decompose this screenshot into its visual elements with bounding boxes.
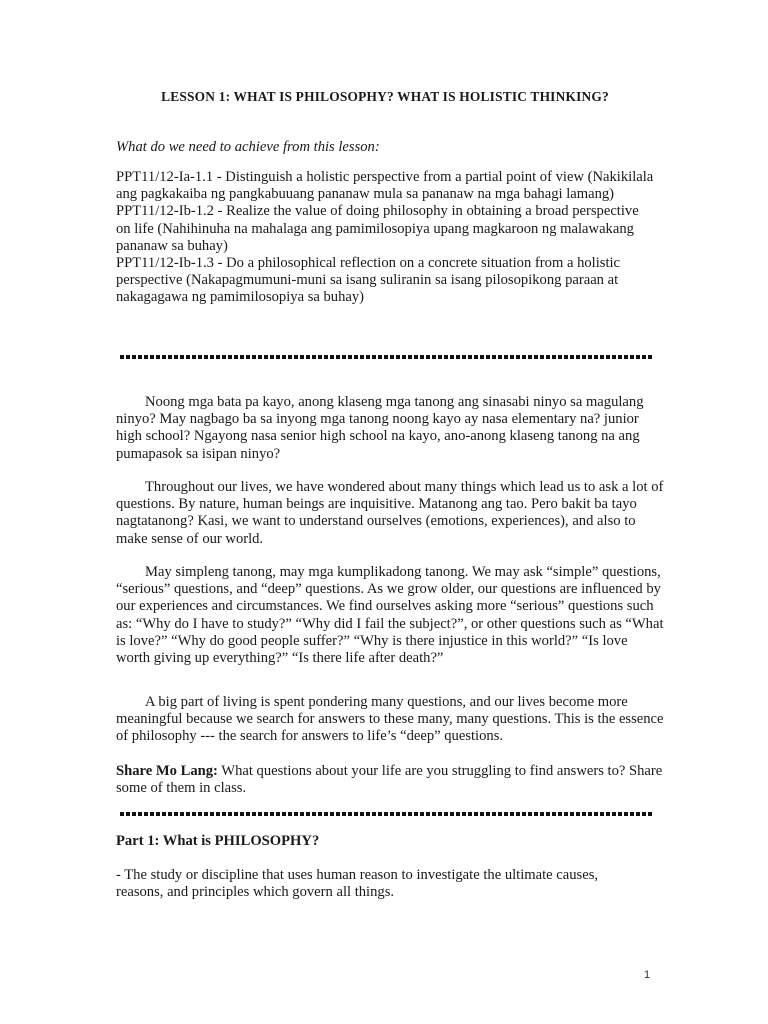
philosophy-definition: - The study or discipline that uses human reason to investigate the ultimate causes, reasons, and principles which govern all things. — [116, 867, 599, 901]
share-text: What questions about your life are you struggling to find answers to? Share some of them in class. — [116, 763, 663, 797]
intro-paragraph: Noong mga bata pa kayo, anong klaseng mga tanong ang sinasabi ninyo sa magulang ninyo? May nagbago ba sa inyong mga tanong noong kayo ay nasa elementary na? junior high school? Ngayong nasa senior high school na kayo, ano-anong klaseng tanong na ang pumapasok sa isipan ninyo? — [116, 394, 644, 462]
dotted-divider — [120, 812, 652, 816]
objective-item: PPT11/12-Ib-1.3 - Do a philosophical reflection on a concrete situation from a holistic perspective (Nakapagmumuni-muni sa isang suliranin sa isang pilosopikong paraan at nakagagawa ng pamimilosopiya sa buhay) — [116, 255, 621, 306]
objective-item: PPT11/12-Ib-1.2 - Realize the value of doing philosophy in obtaining a broad perspective on life (Nahihinuha na mahalaga ang pamimilosopiya upang magkaroon ng malawakang pananaw sa buhay) — [116, 203, 639, 254]
body-paragraph: Throughout our lives, we have wondered about many things which lead us to ask a lot of questions. By nature, human beings are inquisitive. Matanong ang tao. Pero bakit ba tayo nagtatanong? Kasi, we want to understand ourselves (emotions, experiences), and also to make sense of our world. — [116, 479, 664, 547]
part1-heading: Part 1: What is PHILOSOPHY? — [116, 833, 320, 849]
goals-heading: What do we need to achieve from this lesson: — [116, 139, 380, 155]
lesson-title: LESSON 1: WHAT IS PHILOSOPHY? WHAT IS HOLISTIC THINKING? — [161, 89, 609, 104]
share-mo-lang — [116, 763, 664, 797]
dotted-divider — [120, 355, 652, 359]
objectives-list — [116, 169, 656, 307]
share-label: Share Mo Lang: — [116, 763, 218, 779]
body-paragraph: May simpleng tanong, may mga kumplikadong tanong. We may ask “simple” questions, “serious” questions, and “deep” questions. As we grow older, our questions are influenced by our experiences and circumstances. We find ourselves asking more “serious” questions such as: “Why do I have to study?” “Why did I fail the subject?”, or other questions such as “What is love?” “Why do good people suffer?” “Why is there injustice in this world?” “Is love worth giving up everything?” “Is there life after death?” — [116, 564, 664, 667]
body-paragraph: A big part of living is spent pondering many questions, and our lives become more meaningful because we search for answers to these many, many questions. This is the essence of philosophy --- the search for answers to life’s “deep” questions. — [116, 694, 664, 745]
objective-item: PPT11/12-Ia-1.1 - Distinguish a holistic perspective from a partial point of view (Nakikilala ang pagkakaiba ng pangkabuuang pananaw mula sa pananaw na mga bahagi lamang) — [116, 169, 654, 203]
page-number: 1 — [644, 969, 651, 981]
